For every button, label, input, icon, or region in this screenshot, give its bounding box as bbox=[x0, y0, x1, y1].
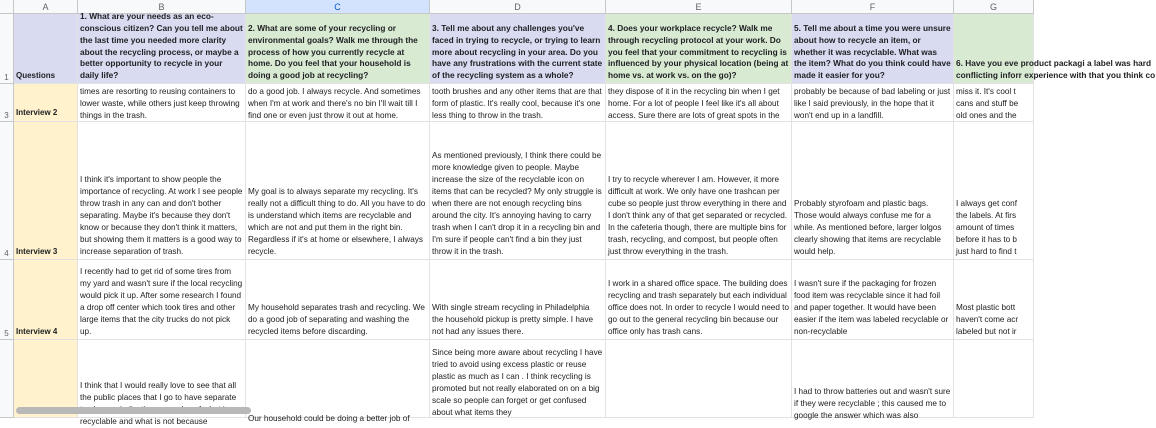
row-header-4[interactable] bbox=[0, 122, 14, 260]
cell-e5[interactable] bbox=[606, 260, 792, 340]
select-all-corner[interactable] bbox=[0, 0, 14, 14]
cell-c3[interactable] bbox=[246, 84, 430, 122]
column-header-e[interactable]: E bbox=[606, 0, 792, 14]
row-header-3[interactable] bbox=[0, 84, 14, 122]
interview-2-answer-6: miss it. It's cool t cans and stuff be old ones and the bbox=[956, 87, 1019, 120]
interview-4-answer-2: My household separates trash and recycling. We do a good job of separating and washing the recycled items before discarding. bbox=[248, 303, 425, 336]
column-header-d[interactable]: D bbox=[430, 0, 606, 14]
interview-3-answer-1: I think it's important to show people the importance of recycling. At work I see people throw trash in any can and don't bother separating. Maybe it's because they don't know or because they don't think it matters, but showing them it matters is a good way to increase separation of trash. bbox=[80, 175, 243, 256]
interview-4-answer-3: With single stream recycling in Philadelphia the household pickup is pretty simple. I have not had any issues there. bbox=[432, 303, 594, 336]
cell-f6[interactable] bbox=[792, 340, 954, 418]
cell-f1[interactable] bbox=[792, 14, 954, 84]
cell-g5[interactable] bbox=[954, 260, 1034, 340]
cell-d5[interactable] bbox=[430, 260, 606, 340]
cell-g6[interactable] bbox=[954, 340, 1034, 418]
cell-d4[interactable] bbox=[430, 122, 606, 260]
cell-a1[interactable] bbox=[14, 14, 78, 84]
cell-b1[interactable] bbox=[78, 11, 246, 84]
cell-f4[interactable] bbox=[792, 122, 954, 260]
interview-4-answer-6: Most plastic bott haven't come acr labeled but not ir bbox=[956, 303, 1019, 336]
cell-e6[interactable] bbox=[606, 340, 792, 418]
cell-c4[interactable] bbox=[246, 122, 430, 260]
cell-g4[interactable] bbox=[954, 122, 1034, 260]
column-header-c[interactable]: C bbox=[246, 0, 430, 14]
interview-2-answer-5: probably be because of bad labeling or just like I said previously, in the hope that it won't end up in a landfill. bbox=[794, 87, 951, 120]
column-header-b[interactable]: B bbox=[78, 0, 246, 14]
questions-label: Questions bbox=[16, 71, 56, 80]
cell-g3[interactable] bbox=[954, 84, 1034, 122]
interview-2-answer-4: they dispose of it in the recycling bin when I get home. For a lot of people I feel like it's all about access. Sure there are lots of great spots in the bbox=[608, 87, 780, 120]
interview-2-answer-3: tooth brushes and any other items that are that form of plastic. It's really cool, because it's one less thing to throw in the trash. bbox=[432, 87, 602, 120]
row-number: 5 bbox=[4, 329, 9, 338]
interview-3-answer-6: I always get conf the labels. At firs amount of times before it has to b just hard to find t bbox=[956, 199, 1017, 256]
interview-5-answer-2: Our household could be doing a better job of bbox=[248, 414, 410, 423]
horizontal-scrollbar[interactable] bbox=[16, 407, 251, 414]
interview-3-answer-2: My goal is to always separate my recycling. It's really not a difficult thing to do. All you have to do is understand which items are recyclable and which are not and put them in the right bin. Regardless if it's at home or elsewhere, I always recycle. bbox=[248, 187, 426, 256]
cell-b5[interactable] bbox=[78, 260, 246, 340]
cell-a4[interactable] bbox=[14, 122, 78, 260]
interview-3-answer-4: I try to recycle wherever I am. However, it more difficult at work. We only have one trashcan per cube so people just throw everything in there and I don't think any of that get separated or recycled. In the cafeteria though, there are multiple bins for trash, recycling, and compost, but people often just throw everything in the trash. bbox=[608, 175, 788, 256]
interview-4-answer-5: I wasn't sure if the packaging for frozen food item was recyclable since it had foil and paper together. It would have been easier if the item was labeled recyclable or non-recyclable bbox=[794, 279, 949, 336]
cell-b3[interactable] bbox=[78, 84, 246, 122]
cell-e4[interactable] bbox=[606, 122, 792, 260]
cell-d3[interactable] bbox=[430, 84, 606, 122]
column-header-a[interactable]: A bbox=[14, 0, 78, 14]
row-number: 3 bbox=[4, 111, 9, 120]
cell-c5[interactable] bbox=[246, 260, 430, 340]
question-4-text: 4. Does your workplace recycle? Walk me through recycling protocol at your work. Do you feel that your commitment to recycling is influenced by your physical location (being at home vs. at work vs. on the go)? bbox=[608, 23, 789, 81]
cell-e1[interactable] bbox=[606, 14, 792, 84]
question-3-text: 3. Tell me about any challenges you've faced in trying to recycle, or trying to learn more about recycling in your area. Do you have any frustrations with the current state of the recycling system as a whole? bbox=[432, 23, 603, 81]
cell-c6[interactable] bbox=[246, 340, 430, 423]
cell-d6[interactable] bbox=[430, 340, 606, 418]
interview-3-answer-3: As mentioned previously, I think there could be more knowledge given to people. Maybe increase the size of the recyclable icon on items that can be recycled? My only struggle is when there are not enough recycling bins around the city. It's annoying having to carry trash when I can't drop it in a recycling bin and I'm sure if people can't find a bin they just throw it in the trash. bbox=[432, 151, 602, 256]
interview-2-answer-2: do a good job. I always recycle. And sometimes when I'm at work and there's no bin I'll wait till I find one or even just throw it out at home. bbox=[248, 87, 421, 120]
cell-b4[interactable] bbox=[78, 122, 246, 260]
interview-5-answer-5: I had to throw batteries out and wasn't sure if they were recyclable ; this caused me to google the answer which was also bbox=[794, 387, 951, 420]
cell-c1[interactable] bbox=[246, 14, 430, 84]
interview-4-label: Interview 4 bbox=[16, 327, 58, 336]
cell-a5[interactable] bbox=[14, 260, 78, 340]
column-header-g[interactable]: G bbox=[954, 0, 1034, 14]
cell-e3[interactable] bbox=[606, 84, 792, 122]
cell-f5[interactable] bbox=[792, 260, 954, 340]
interview-2-label: Interview 2 bbox=[16, 108, 58, 117]
interview-2-answer-1: times are resorting to reusing containers to lower waste, while others just keep throwing things in the trash. bbox=[80, 87, 240, 120]
cell-g1[interactable] bbox=[954, 14, 1156, 84]
interview-5-answer-1: I think that I would really love to see that all the public places that I go to have separate recyclable and what is not because bbox=[80, 381, 237, 426]
row-number: 4 bbox=[4, 249, 9, 258]
question-2-text: 2. What are some of your recycling or environmental goals? Walk me through the process of how you currently recycle at home. Do you feel that your household is doing a good job at recycling? bbox=[248, 23, 418, 81]
cell-f3[interactable] bbox=[792, 84, 954, 122]
question-5-text: 5. Tell me about a time you were unsure about how to recycle an item, or whether it was recyclable. What was the item? What do you think could have made it easier for you? bbox=[794, 23, 951, 81]
row-number: 1 bbox=[4, 73, 9, 82]
column-header-f[interactable]: F bbox=[792, 0, 954, 14]
interview-4-answer-1: I recently had to get rid of some tires from my yard and wasn't sure if the local recycling would pick it up. After some research I found a drop off center which took tires and other large items that the city trucks do not pick up. bbox=[80, 267, 243, 336]
cell-a3[interactable] bbox=[14, 84, 78, 122]
interview-5-answer-3: Since being more aware about recycling I have tried to avoid using excess plastic or reuse plastic as much as I can . I think recycling is promoted but not really elaborated on on a big scale so people can forget or get confused about what items they bbox=[432, 348, 603, 417]
interview-4-answer-4: I work in a shared office space. The building does recycling and trash separately but each individual office does not. In order to recycle I would need to go out to the general recycling bin because our office only has trash cans. bbox=[608, 279, 789, 336]
row-header-6[interactable] bbox=[0, 340, 14, 418]
interview-3-label: Interview 3 bbox=[16, 247, 58, 256]
row-header-5[interactable] bbox=[0, 260, 14, 340]
question-1-text: 1. What are your needs as an eco-conscious citizen? Can you tell me about the last time you needed more clarity about the recycling process, or maybe a better opportunity to recycle in your daily life? bbox=[80, 11, 243, 81]
question-6-text: 6. Have you eve product packagi a label was hard conflicting inforr experience with that you think co bbox=[956, 58, 1156, 81]
cell-d1[interactable] bbox=[430, 14, 606, 84]
row-header-1[interactable] bbox=[0, 14, 14, 84]
interview-3-answer-5: Probably styrofoam and plastic bags. Those would always confuse me for a while. As mentioned before, larger lolgos clearly showing that items are recyclable would help. bbox=[794, 199, 942, 256]
